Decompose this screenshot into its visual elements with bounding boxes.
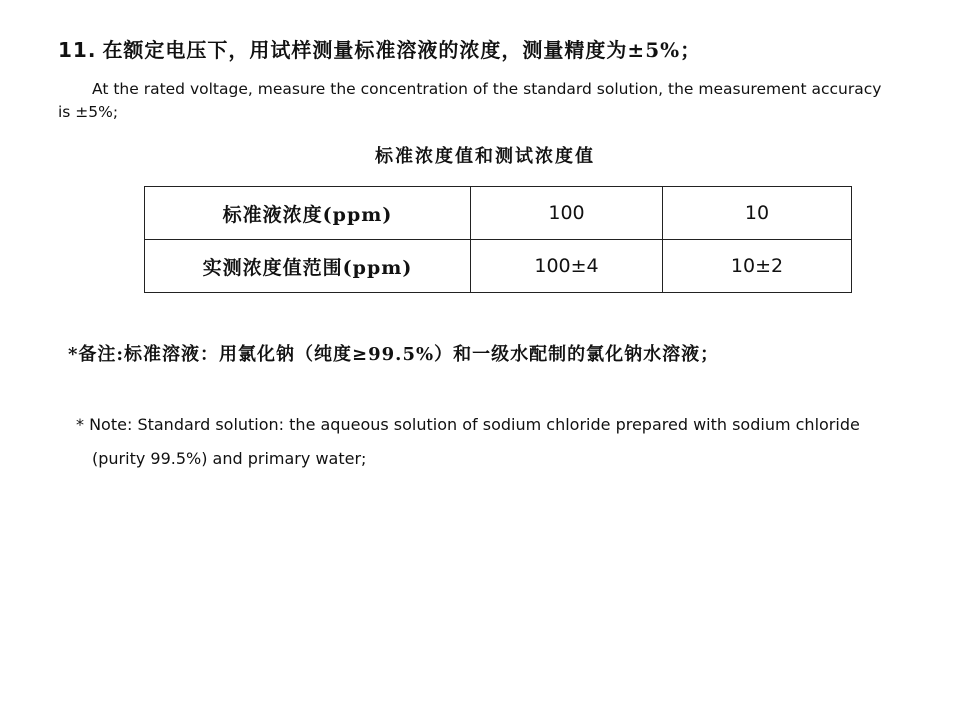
table-cell: 10 <box>663 187 852 240</box>
table-cell: 100 <box>471 187 663 240</box>
section-number: 11. <box>58 38 97 62</box>
table-cell: 10±2 <box>663 240 852 293</box>
section-heading <box>58 34 701 63</box>
table-row <box>145 187 852 240</box>
section-paragraph-en: At the rated voltage, measure the concentration of the standard solution, the measurement accuracy is ±5%; <box>58 80 882 121</box>
section-heading-text: 在额定电压下，用试样测量标准溶液的浓度，测量精度为±5%； <box>102 38 702 62</box>
table-title: 标准浓度值和测试浓度值 <box>375 146 595 167</box>
note-en: * Note: Standard solution: the aqueous solution of sodium chloride prepared with sodium chloride (purity 99.5%) and primary water; <box>76 415 860 468</box>
table-cell: 100±4 <box>471 240 663 293</box>
row-label: 标准液浓度(ppm) <box>145 187 471 240</box>
row-label: 实测浓度值范围(ppm) <box>145 240 471 293</box>
note-cn: *备注:标准溶液：用氯化钠（纯度≥99.5%）和一级水配制的氯化钠水溶液； <box>68 344 720 365</box>
concentration-table <box>144 186 852 293</box>
table-row <box>145 240 852 293</box>
